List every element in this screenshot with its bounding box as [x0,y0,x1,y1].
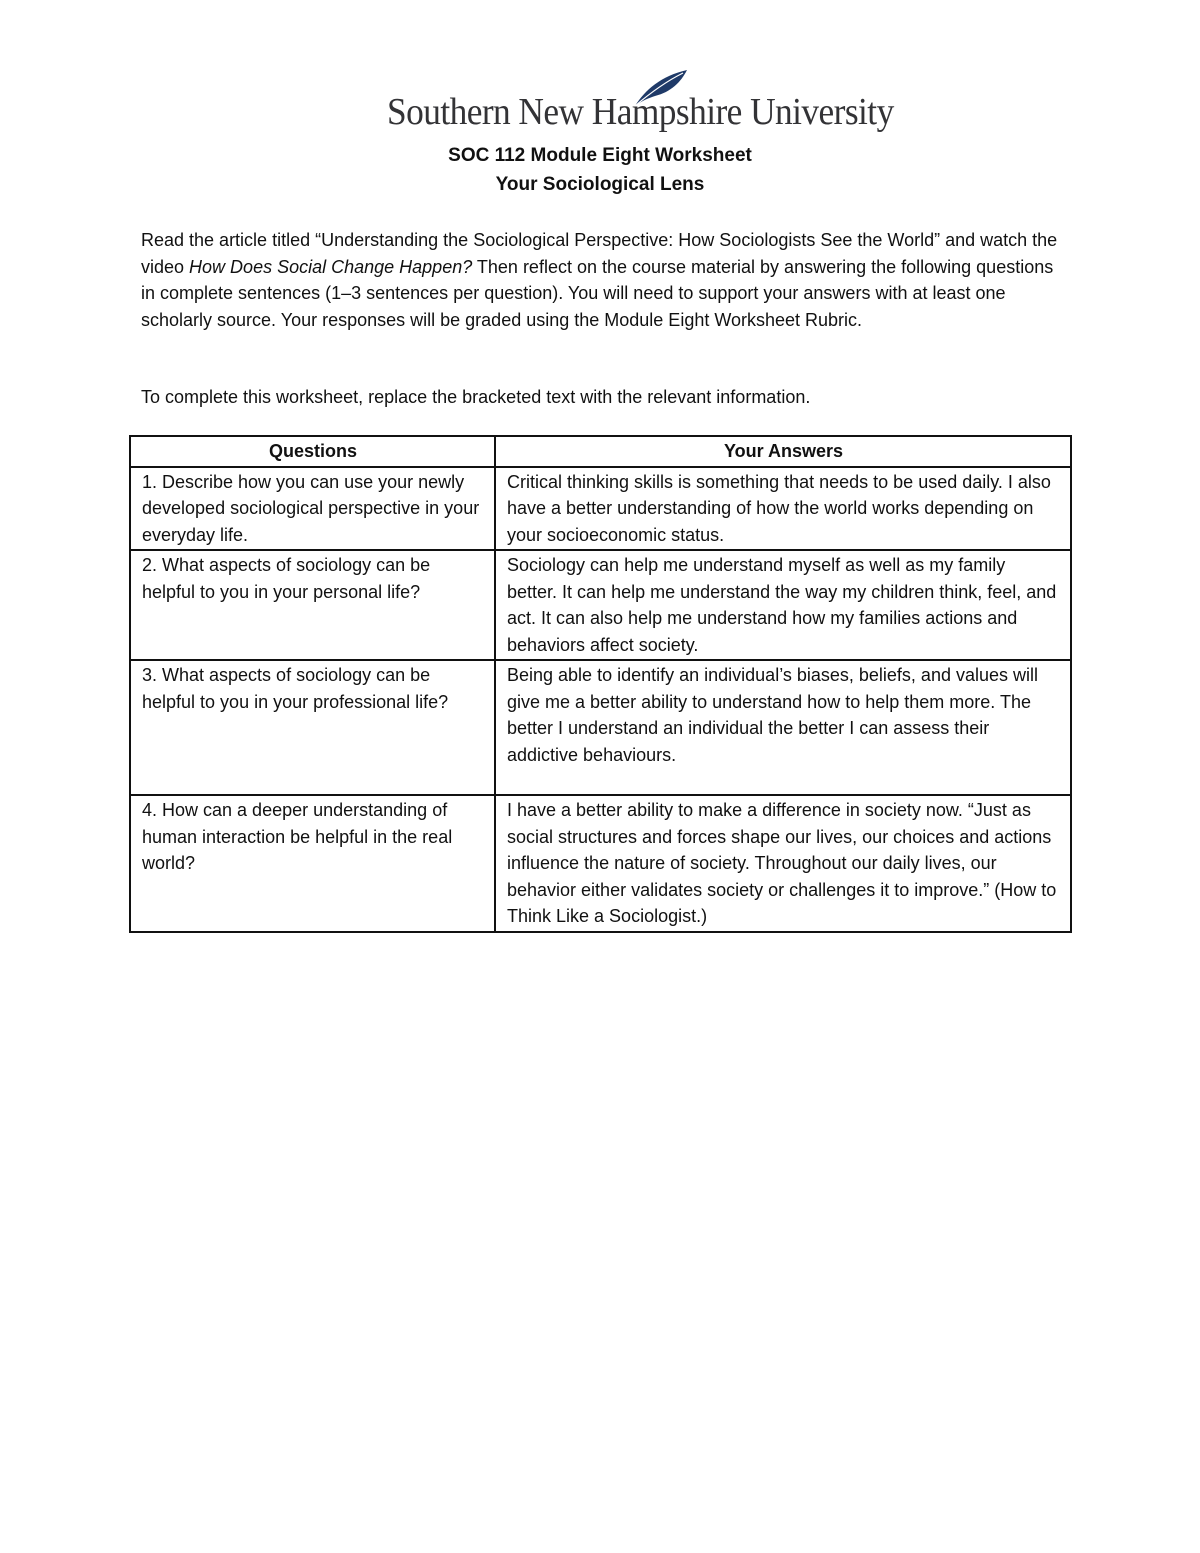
logo-text: Southern New Hampshire University [387,91,894,133]
table-row [130,467,1071,551]
intro-paragraph [141,227,1061,333]
answer-cell[interactable]: I have a better ability to make a difference in society now. “Just as social structures and forces shape our lives, our choices and actions influence the nature of society. Throughout our daily lives, our behavior either validates society or challenges it to improve.” (How to Think Like a Sociologist.) [495,795,1071,932]
question-cell: 4. How can a deeper understanding of human interaction be helpful in the real world? [130,795,495,932]
instruction-text: To complete this worksheet, replace the bracketed text with the relevant information. [141,387,811,407]
worksheet-title: SOC 112 Module Eight Worksheet [448,145,752,166]
worksheet-subtitle: Your Sociological Lens [495,174,705,195]
intro-text-2: Then reflect on the course material by answering the following questions in complete sentences (1–3 sentences per question). You will need to support your answers with at least one scholarly source. Your responses will be graded using the Module Eight Worksheet Rubric. [141,256,1054,330]
table-row [130,660,1071,795]
answer-cell[interactable]: Sociology can help me understand myself as well as my family better. It can help me understand the way my children think, feel, and act. It can also help me understand how my families actions and behaviors affect society. [495,550,1071,660]
column-header-questions: Questions [130,436,495,467]
question-cell: 2. What aspects of sociology can be helpful to you in your personal life? [130,550,495,660]
university-logo [383,68,894,138]
column-header-answers: Your Answers [495,436,1071,467]
question-cell: 3. What aspects of sociology can be helpful to you in your professional life? [130,660,495,795]
table-row [130,795,1071,932]
answer-cell[interactable]: Being able to identify an individual’s biases, beliefs, and values will give me a better ability to understand how to help them more. The better I understand an individual the better I can assess their addictive behaviours. [495,660,1071,795]
worksheet-table [129,435,1072,933]
question-cell: 1. Describe how you can use your newly developed sociological perspective in your everyday life. [130,467,495,551]
intro-text-1: Read the article titled “Understanding the Sociological Perspective: How Sociologists See the World” and watch the video [141,230,1058,277]
table-header-row [130,436,1071,467]
video-title: How Does Social Change Happen? [189,256,473,277]
table-row [130,550,1071,660]
answer-cell[interactable]: Critical thinking skills is something that needs to be used daily. I also have a better understanding of how the world works depending on your socioeconomic status. [495,467,1071,551]
